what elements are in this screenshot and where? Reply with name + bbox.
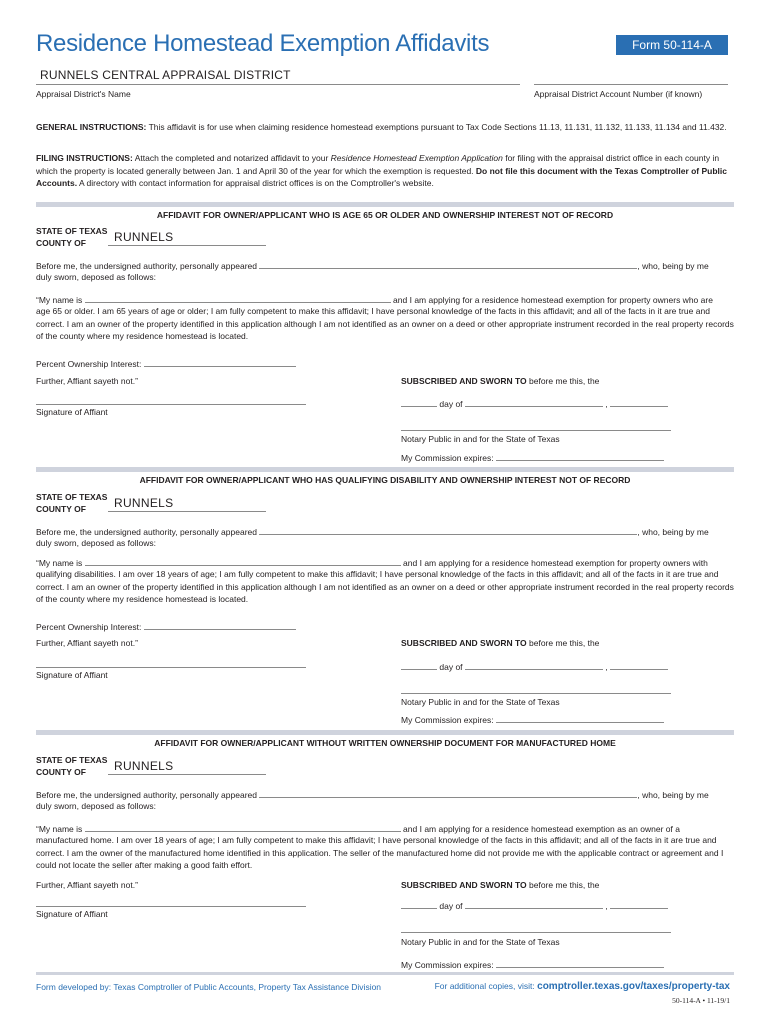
footer-copies <box>435 980 730 994</box>
section3-heading: AFFIDAVIT FOR OWNER/APPLICANT WITHOUT WRITTEN OWNERSHIP DOCUMENT FOR MANUFACTURED HOME <box>154 738 616 748</box>
comma-text: , <box>605 399 608 409</box>
account-number-label: Appraisal District Account Number (if known) <box>534 89 703 99</box>
footer-developed-by: Form developed by: Texas Comptroller of Public Accounts, Property Tax Assistance Division <box>36 982 382 992</box>
section3-further: Further, Affiant sayeth not.” <box>36 880 138 890</box>
section2-applying-text: and I am applying for a residence homestead exemption for property owners with <box>403 558 708 568</box>
section2-duly-sworn: duly sworn, deposed as follows: <box>36 538 157 548</box>
filing-instructions-label: FILING INSTRUCTIONS: <box>36 153 133 163</box>
who-being-text: , who, being by me <box>637 527 709 537</box>
copies-text: For additional copies, visit: <box>434 981 535 991</box>
section1-signature-label: Signature of Affiant <box>36 407 108 417</box>
filing-bold-text: Do not file this document with the Texas Comptroller of Public Accounts. <box>36 165 727 188</box>
district-name-label: Appraisal District's Name <box>36 89 131 99</box>
month-field[interactable] <box>465 899 603 909</box>
my-name-field[interactable] <box>85 556 401 566</box>
subscribed-rest: before me this, the <box>529 638 600 648</box>
day-field[interactable] <box>401 397 437 407</box>
section2-county-value[interactable]: RUNNELS <box>114 496 174 510</box>
affiant-name-field[interactable] <box>259 259 637 269</box>
section2-notary-label: Notary Public in and for the State of Texas <box>401 697 560 707</box>
footer-rule <box>36 972 734 975</box>
percent-ownership-field[interactable] <box>144 620 296 630</box>
commission-field[interactable] <box>496 451 664 461</box>
my-name-text: “My name is <box>36 295 83 305</box>
section1-notary-label: Notary Public in and for the State of Texas <box>401 434 560 444</box>
section2-percent <box>36 620 296 634</box>
section1-percent <box>36 357 296 371</box>
before-me-text: Before me, the undersigned authority, personally appeared <box>36 527 257 537</box>
year-field[interactable] <box>610 660 668 670</box>
section3-county-value[interactable]: RUNNELS <box>114 759 174 773</box>
section1-state-label: STATE OF TEXAS <box>36 226 108 236</box>
section1-applying-text: and I am applying for a residence homestead exemption for property owners who are <box>393 295 713 305</box>
section2-heading: AFFIDAVIT FOR OWNER/APPLICANT WHO HAS QUALIFYING DISABILITY AND OWNERSHIP INTEREST NOT OF RECORD <box>139 475 631 485</box>
year-field[interactable] <box>610 397 668 407</box>
before-me-text: Before me, the undersigned authority, personally appeared <box>36 261 257 271</box>
district-name-line <box>36 84 520 85</box>
before-me-text: Before me, the undersigned authority, personally appeared <box>36 790 257 800</box>
section1-county-label: COUNTY OF <box>36 238 86 248</box>
section2-subscribed <box>401 637 599 650</box>
subscribed-bold: SUBSCRIBED AND SWORN TO <box>401 376 527 386</box>
filing-text-3: A directory with contact information for appraisal district offices is on the Comptroller's website. <box>79 178 434 188</box>
section3-signature-line[interactable] <box>36 906 306 907</box>
my-name-text: “My name is <box>36 824 83 834</box>
section1-signature-line[interactable] <box>36 404 306 405</box>
section2-state-label: STATE OF TEXAS <box>36 492 108 502</box>
section2-signature-label: Signature of Affiant <box>36 670 108 680</box>
section2-further: Further, Affiant sayeth not.” <box>36 638 138 648</box>
subscribed-rest: before me this, the <box>529 880 600 890</box>
filing-text-2: for filing with the appraisal district office in each county in which the property is located generally between Jan. 1 and April 30 of the year for which the exemption is requested. <box>36 153 720 176</box>
general-instructions <box>36 121 734 134</box>
filing-text-1: Attach the completed and notarized affidavit to your <box>134 153 329 163</box>
section1-heading: AFFIDAVIT FOR OWNER/APPLICANT WHO IS AGE 65 OR OLDER AND OWNERSHIP INTEREST NOT OF RECORD <box>156 210 614 220</box>
footer-form-code: 50-114-A • 11-19/1 <box>672 996 730 1005</box>
section1-county-line <box>108 245 266 246</box>
section1-subscribed <box>401 375 599 388</box>
section3-rule <box>36 730 734 735</box>
day-of-text: day of <box>439 901 463 911</box>
section3-county-line <box>108 774 266 775</box>
page-title: Residence Homestead Exemption Affidavits <box>36 30 490 57</box>
section1-duly-sworn: duly sworn, deposed as follows: <box>36 272 157 282</box>
section3-signature-label: Signature of Affiant <box>36 909 108 919</box>
month-field[interactable] <box>465 660 603 670</box>
my-name-field[interactable] <box>85 822 401 832</box>
section3-subscribed <box>401 879 599 892</box>
section3-applying-text: and I am applying for a residence homestead exemption as an owner of a <box>403 824 680 834</box>
who-being-text: , who, being by me <box>637 790 709 800</box>
section1-day-of <box>401 397 668 411</box>
section2-county-line <box>108 511 266 512</box>
comma-text: , <box>605 662 608 672</box>
section3-commission <box>401 958 664 972</box>
section1-rule <box>36 202 734 207</box>
general-instructions-label: GENERAL INSTRUCTIONS: <box>36 122 147 132</box>
who-being-text: , who, being by me <box>637 261 709 271</box>
section3-day-of <box>401 899 668 913</box>
section1-further: Further, Affiant sayeth not.” <box>36 376 138 386</box>
subscribed-bold: SUBSCRIBED AND SWORN TO <box>401 880 527 890</box>
section3-duly-sworn: duly sworn, deposed as follows: <box>36 801 157 811</box>
section3-county-label: COUNTY OF <box>36 767 86 777</box>
section2-commission <box>401 713 664 727</box>
section2-body: qualifying disabilities. I am over 18 years of age; I am fully competent to make this affidavit; I have personal knowledge of the facts in this affidavit; and all of the facts in it are true and correct. I am an owner of the property identified in this application although I am not identified as an owner on a deed or other appropriate instrument recorded in the real property records of the county where my residence homestead is located. <box>36 569 734 604</box>
percent-label: Percent Ownership Interest: <box>36 359 142 369</box>
section1-county-value[interactable]: RUNNELS <box>114 230 174 244</box>
section2-county-label: COUNTY OF <box>36 504 86 514</box>
section3-notary-line[interactable] <box>401 932 671 933</box>
day-field[interactable] <box>401 899 437 909</box>
percent-label: Percent Ownership Interest: <box>36 622 142 632</box>
filing-italic-text: Residence Homestead Exemption Application <box>330 153 503 163</box>
affiant-name-field[interactable] <box>259 525 637 535</box>
percent-ownership-field[interactable] <box>144 357 296 367</box>
section1-body: age 65 or older. I am 65 years of age or older; I am fully competent to make this affidavit; I have personal knowledge of the facts in this affidavit; and all of the facts in it are true and correct. I am an owner of the property identified in this application although I am not identified as an owner on a deed or other appropriate instrument recorded in the real property records of the county where my residence homestead is located. <box>36 306 734 341</box>
month-field[interactable] <box>465 397 603 407</box>
filing-instructions <box>36 152 734 190</box>
commission-field[interactable] <box>496 713 664 723</box>
comma-text: , <box>605 901 608 911</box>
section1-notary-line[interactable] <box>401 430 671 431</box>
section1-commission <box>401 451 664 465</box>
subscribed-bold: SUBSCRIBED AND SWORN TO <box>401 638 527 648</box>
district-name-value[interactable]: RUNNELS CENTRAL APPRAISAL DISTRICT <box>40 68 291 82</box>
commission-label: My Commission expires: <box>401 453 494 463</box>
year-field[interactable] <box>610 899 668 909</box>
day-of-text: day of <box>439 399 463 409</box>
day-field[interactable] <box>401 660 437 670</box>
section2-rule <box>36 467 734 472</box>
section3-body: manufactured home. I am over 18 years of age; I am fully competent to make this affidavit; I have personal knowledge of the facts in this affidavit; and all of the facts in it are true and correct. I am the owner of the manufactured home identified in this application. The seller of the manufactured home did not provide me with the applicable contract or agreement and I could not locate the seller after making a good faith effort. <box>36 835 724 870</box>
section3-notary-label: Notary Public in and for the State of Texas <box>401 937 560 947</box>
section2-notary-line[interactable] <box>401 693 671 694</box>
account-number-field[interactable] <box>534 84 728 85</box>
commission-field[interactable] <box>496 958 664 968</box>
commission-label: My Commission expires: <box>401 960 494 970</box>
form-number-badge: Form 50-114-A <box>616 35 728 55</box>
commission-label: My Commission expires: <box>401 715 494 725</box>
comptroller-link[interactable]: comptroller.texas.gov/taxes/property-tax <box>537 981 730 992</box>
my-name-text: “My name is <box>36 558 83 568</box>
my-name-field[interactable] <box>85 293 391 303</box>
general-instructions-text: This affidavit is for use when claiming residence homestead exemptions pursuant to Tax Code Sections 11.13, 11.131, 11.132, 11.133, 11.134 and 11.432. <box>148 122 727 132</box>
section3-state-label: STATE OF TEXAS <box>36 755 108 765</box>
section2-signature-line[interactable] <box>36 667 306 668</box>
day-of-text: day of <box>439 662 463 672</box>
affiant-name-field[interactable] <box>259 788 637 798</box>
section2-day-of <box>401 660 668 674</box>
subscribed-rest: before me this, the <box>529 376 600 386</box>
